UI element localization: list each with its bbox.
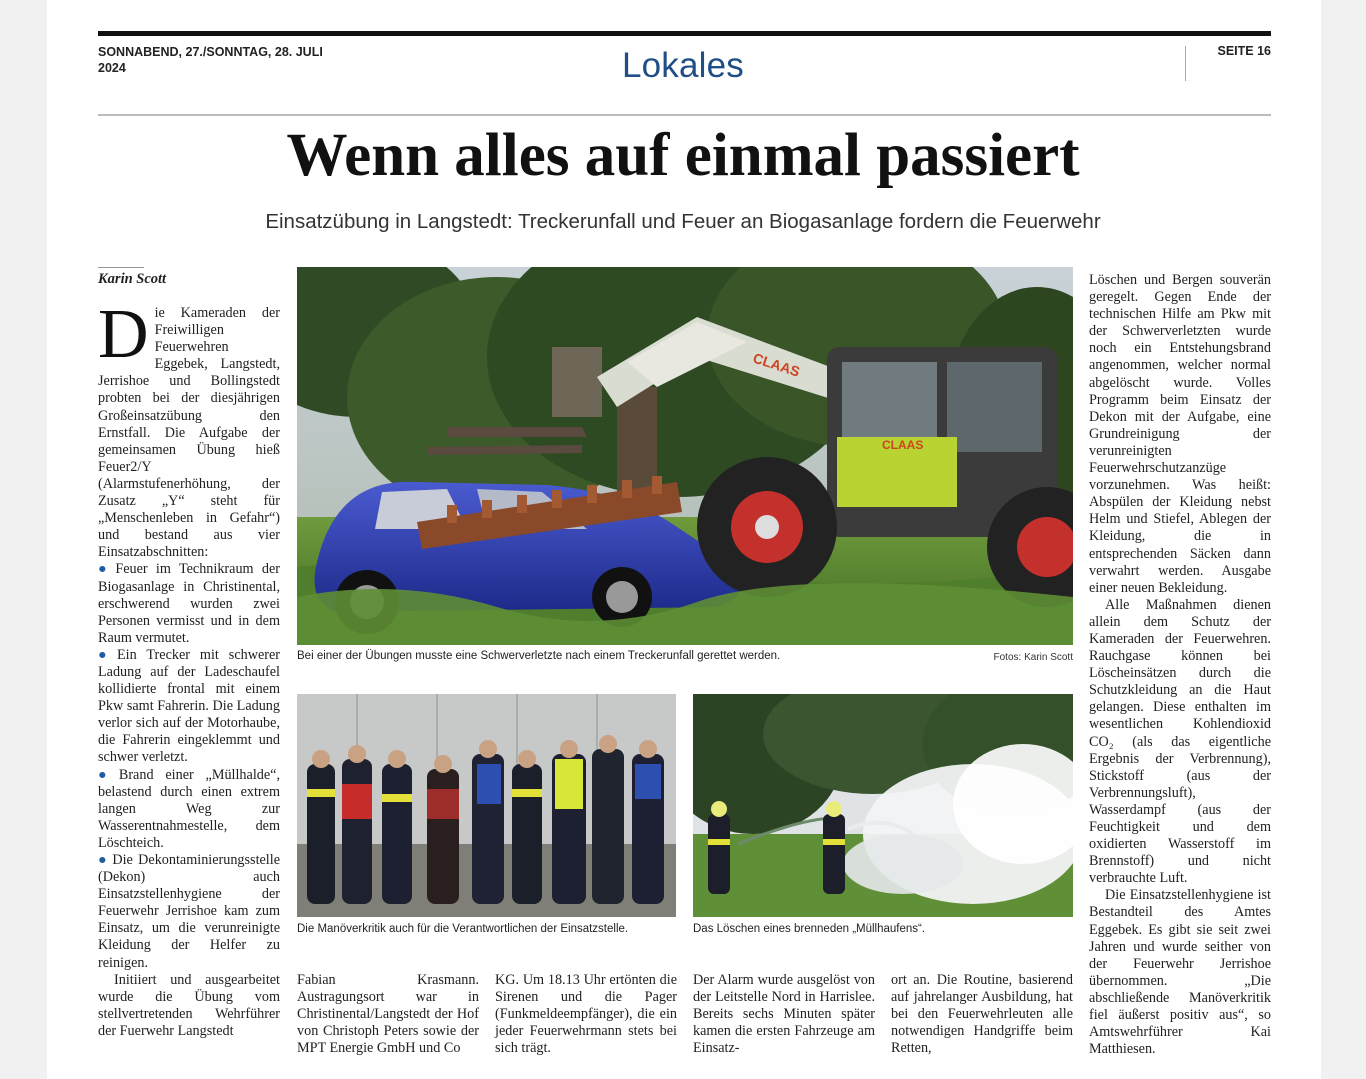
bullet-icon: ● (98, 852, 109, 868)
author-rule (98, 267, 144, 268)
photo-extinguishing-fire (693, 694, 1073, 917)
bullet-icon: ● (98, 561, 112, 578)
photo-left-caption: Die Manöverkritik auch für die Verantwortlichen der Einsatzstelle. (297, 923, 629, 935)
photo-right-caption: Das Löschen eines brenneden „Müllhaufens“. (693, 923, 926, 935)
author-byline: Karin Scott (98, 271, 167, 287)
bullet-item-2: Ein Trecker mit schwerer Ladung auf der Ladeschaufel kollidierte frontal mit einem Pkw samt Fahrerin. Die Ladung verlor sich auf der Motorhaube, die Fahrerin eingeklemmt und schwer verletzt. (98, 646, 280, 766)
header-rule (98, 114, 1271, 116)
extinguishing-illustration (693, 694, 1073, 917)
bottom-column-2: KG. Um 18.13 Uhr ertönten die Sirenen und die Pager (Funkmeldeempfänger), die ein jeder Feuerwehrmann stets bei sich trägt. (495, 972, 677, 1057)
article-column-right (1089, 272, 1271, 1058)
bullet-item-4: Die Dekontaminierungsstelle (Dekon) auch Einsatzstellenhygiene der Feuerwehr Jerrishoe kam zum Einsatz, um die verunreinigte Kleidung der Helfer zu reinigen. (98, 852, 280, 971)
bullet-icon: ● (98, 766, 115, 783)
bottom-column-3: Der Alarm wurde ausgelöst von der Leitstelle Nord in Harrislee. Bereits sechs Minuten später kamen die ersten Fahrzeuge am Einsatz- (693, 972, 875, 1057)
paragraph-2: Initiiert und ausgearbeitet wurde die Übung vom stellvertretenden Wehrführer der Fuerwehr Langstedt (98, 971, 280, 1039)
bottom-column-4: ort an. Die Routine, basierend auf jahrelanger Ausbildung, hat bei den Feuerwehrleuten alle notwendigen Handgriffe beim Retten, (891, 972, 1073, 1057)
article-headline: Wenn alles auf einmal passiert (286, 122, 1080, 189)
photo-firefighters-debrief (297, 694, 676, 917)
top-rule (98, 31, 1271, 36)
tractor-brand-text: CLAAS (751, 349, 802, 380)
page-number: SEITE 16 (1217, 44, 1271, 58)
issue-date: SONNABEND, 27./SONNTAG, 28. JULI 2024 (98, 45, 323, 75)
article-subheadline: Einsatzübung in Langstedt: Treckerunfall und Feuer an Biogasanlage fordern die Feuerwehr (265, 210, 1101, 233)
tractor-accident-illustration (297, 267, 1073, 645)
photo-credit: Fotos: Karin Scott (993, 652, 1073, 663)
main-photo-caption: Bei einer der Übungen musste eine Schwerverletzte nach einem Treckerunfall gerettet werden. (297, 650, 781, 662)
firefighters-illustration (297, 694, 676, 917)
section-title: Lokales (621, 46, 745, 85)
bullet-icon: ● (98, 646, 113, 663)
tractor-door-brand: CLAAS (882, 438, 924, 452)
bullet-item-3: Brand einer „Müllhalde“, belastend durch einen extrem langen Weg zur Wasserentnahmestelle, dem Löschteich. (98, 766, 280, 851)
header-divider (1185, 46, 1186, 81)
drop-cap: D (98, 296, 149, 373)
bullet-item-1: Feuer im Technikraum der Biogasanlage in Christinental, erschwerend wurden zwei Personen vermisst und in dem Raum vermutet. (98, 561, 280, 646)
right-paragraph-3: Die Einsatzstellenhygiene ist Bestandteil des Amtes Eggebek. Es gibt sie seit zwei Jahren und wurde seither von der Feuerwehr Jerrishoe übernommen. „Die abschließende Manöverkritik fiel äußerst positiv aus“, so Amtswehrführer Kai Matthiesen. (1089, 887, 1271, 1058)
intro-paragraph: ie Kameraden der Freiwilligen Feuerwehren Eggebek, Langstedt, Jerrishoe und Bollingstedt probten bei der diesjährigen Großeinsatzübung den Ernstfall. Die Aufgabe der gemeinsamen Übung hieß Feuer2/Y (Alarmstufenerhöhung, der Zusatz „Y“ steht für „Menschenleben in Gefahr“) und bestand aus vier Einsatzabschnitten: (98, 305, 280, 561)
article-column-1 (98, 296, 280, 1040)
bottom-column-1: Fabian Krasmann. Austragungsort war in Christinental/Langstedt der Hof von Christoph Peters sowie der MPT Energie GmbH und Co (297, 972, 479, 1057)
main-photo-tractor-accident (297, 267, 1073, 645)
right-paragraph-1: Löschen und Bergen souverän geregelt. Gegen Ende der technischen Hilfe am Pkw mit der Schwerverletzten wurde noch ein Entstehungsbrand angenommen, welcher normal abgelöscht wurde. Volles Programm beim Einsatz der Dekon mit der Aufgabe, eine Grundreinigung der verunreinigten Feuerwehrschutzanzüge vorzunehmen. Was heißt: Abspülen der Kleidung nebst Helm und Stiefel, Ablegen der Kleidung, die in entsprechenden Säcken dann verwahrt werden. Ausgabe einer neuen Bekleidung. (1089, 272, 1271, 596)
right-paragraph-2: Alle Maßnahmen dienen allein dem Schutz der Kameraden der Feuerwehren. Rauchgase können bei Löscheinsätzen durch die Schutzkleidung an die Haut gelangen. Diese enthalten im wesentlichen Kohlendioxid CO₂ (als das eigentliche Ergebnis der Verbrennung), Stickstoff (aus der Verbrennungsluft), Wasserdampf (aus der Feuchtigkeit und dem oxidierten Wasserstoff im Brennstoff) und nicht verbrauchte Luft. (1089, 596, 1271, 887)
